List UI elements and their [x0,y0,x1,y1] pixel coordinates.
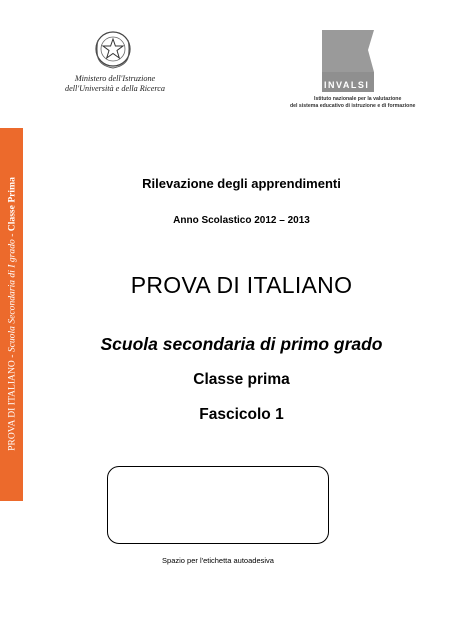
sticker-label-box [107,466,329,544]
ministry-line-2: dell'Università e della Ricerca [65,84,165,93]
booklet-number: Fascicolo 1 [199,406,284,423]
ministry-name [40,74,190,94]
side-text-part-3: - [6,231,17,240]
school-year: Anno Scolastico 2012 – 2013 [173,215,310,226]
invalsi-description [290,96,440,110]
exam-title: PROVA DI ITALIANO [130,272,353,298]
side-text-part-4: Classe Prima [6,177,17,232]
invalsi-name: INVALSI [324,80,370,90]
school-level: Scuola secondaria di primo grado [100,334,383,354]
ministry-emblem-icon [93,28,133,70]
ministry-line-1: Ministero dell'Istruzione [74,74,156,83]
side-text-part-2: Scuola Secondaria di I grado [6,239,17,353]
invalsi-desc-line-2: del sistema educativo di istruzione e di formazione [290,103,416,109]
side-text-part-1: PROVA DI ITALIANO - [6,352,17,451]
side-text [6,177,17,451]
sticker-label-caption: Spazio per l'etichetta autoadesiva [162,556,274,565]
survey-title: Rilevazione degli apprendimenti [142,176,341,191]
side-stripe [0,128,23,501]
class-level: Classe prima [193,371,290,388]
invalsi-desc-line-1: Istituto nazionale per la valutazione [314,96,402,102]
